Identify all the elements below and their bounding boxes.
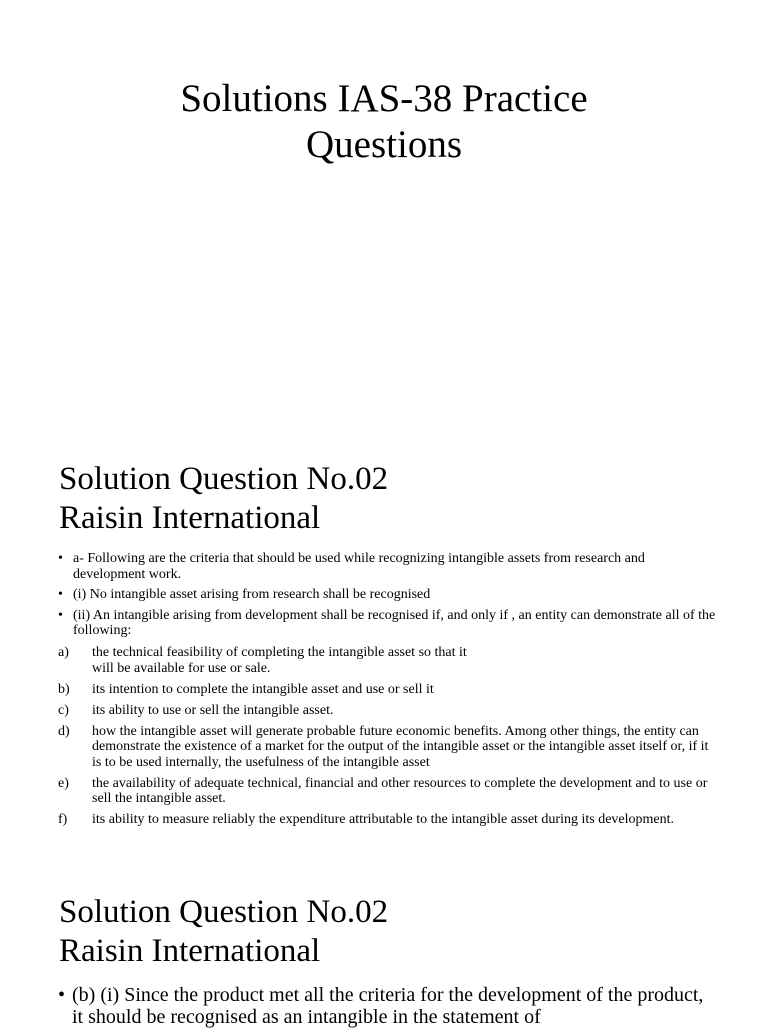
criteria-marker: d)	[58, 723, 70, 739]
bullet-icon: •	[58, 587, 63, 602]
criteria-text: the availability of adequate technical, financial and other resources to complete the development and to use or sell the intangible asset.	[92, 775, 708, 806]
section-2-heading	[59, 893, 388, 971]
criteria-item	[58, 645, 718, 676]
page-title-line-1: Solutions IAS-38 Practice	[180, 77, 588, 120]
criteria-marker: e)	[58, 775, 69, 791]
criteria-marker: a)	[58, 645, 69, 660]
criteria-text: its intention to complete the intangible asset and use or sell it	[92, 681, 434, 697]
criteria-item	[58, 812, 718, 828]
bullet-icon: •	[58, 551, 63, 566]
list-item	[58, 551, 718, 582]
bullet-icon: •	[58, 984, 66, 1006]
list-item	[58, 984, 718, 1028]
page-title-line-2: Questions	[306, 123, 462, 166]
criteria-item	[58, 776, 718, 807]
criteria-list	[58, 645, 718, 833]
criteria-text: its ability to measure reliably the expenditure attributable to the intangible asset during its development.	[92, 812, 675, 827]
section-1-bullet-list	[58, 551, 718, 644]
list-item	[58, 587, 718, 603]
section-2-bullet-list	[58, 984, 718, 1028]
criteria-text: its ability to use or sell the intangible asset.	[92, 702, 334, 718]
criteria-item	[58, 724, 718, 771]
bullet-icon: •	[58, 607, 63, 623]
criteria-item	[58, 682, 718, 698]
criteria-text: how the intangible asset will generate probable future economic benefits. Among other things, the entity can demonstrate the existence of a market for the output of the intangible asset or the intangible asset itself or, if it is to be used internally, the usefulness of the intangible asset	[92, 723, 709, 770]
list-item	[58, 608, 718, 639]
list-item-text: (b) (i) Since the product met all the criteria for the development of the product, it should be recognised as an intangible in the statement of	[72, 984, 704, 1028]
list-item-text: (ii) An intangible arising from development shall be recognised if, and only if , an entity can demonstrate all of the following:	[73, 607, 716, 638]
criteria-marker: f)	[58, 812, 68, 827]
criteria-item	[58, 703, 718, 719]
section-1-heading-line-2: Raisin International	[59, 500, 321, 536]
criteria-text: the technical feasibility of completing the intangible asset so that it will be available for use or sale.	[92, 645, 467, 676]
section-2-heading-line-1: Solution Question No.02	[59, 894, 389, 930]
section-1-heading	[59, 460, 388, 538]
list-item-text: a- Following are the criteria that should be used while recognizing intangible assets from research and development work.	[73, 551, 645, 582]
list-item-text: (i) No intangible asset arising from research shall be recognised	[73, 587, 431, 602]
criteria-marker: c)	[58, 702, 69, 718]
page-title	[0, 76, 768, 168]
section-1-heading-line-1: Solution Question No.02	[59, 461, 389, 497]
section-2-heading-line-2: Raisin International	[59, 933, 321, 969]
criteria-marker: b)	[58, 681, 70, 697]
